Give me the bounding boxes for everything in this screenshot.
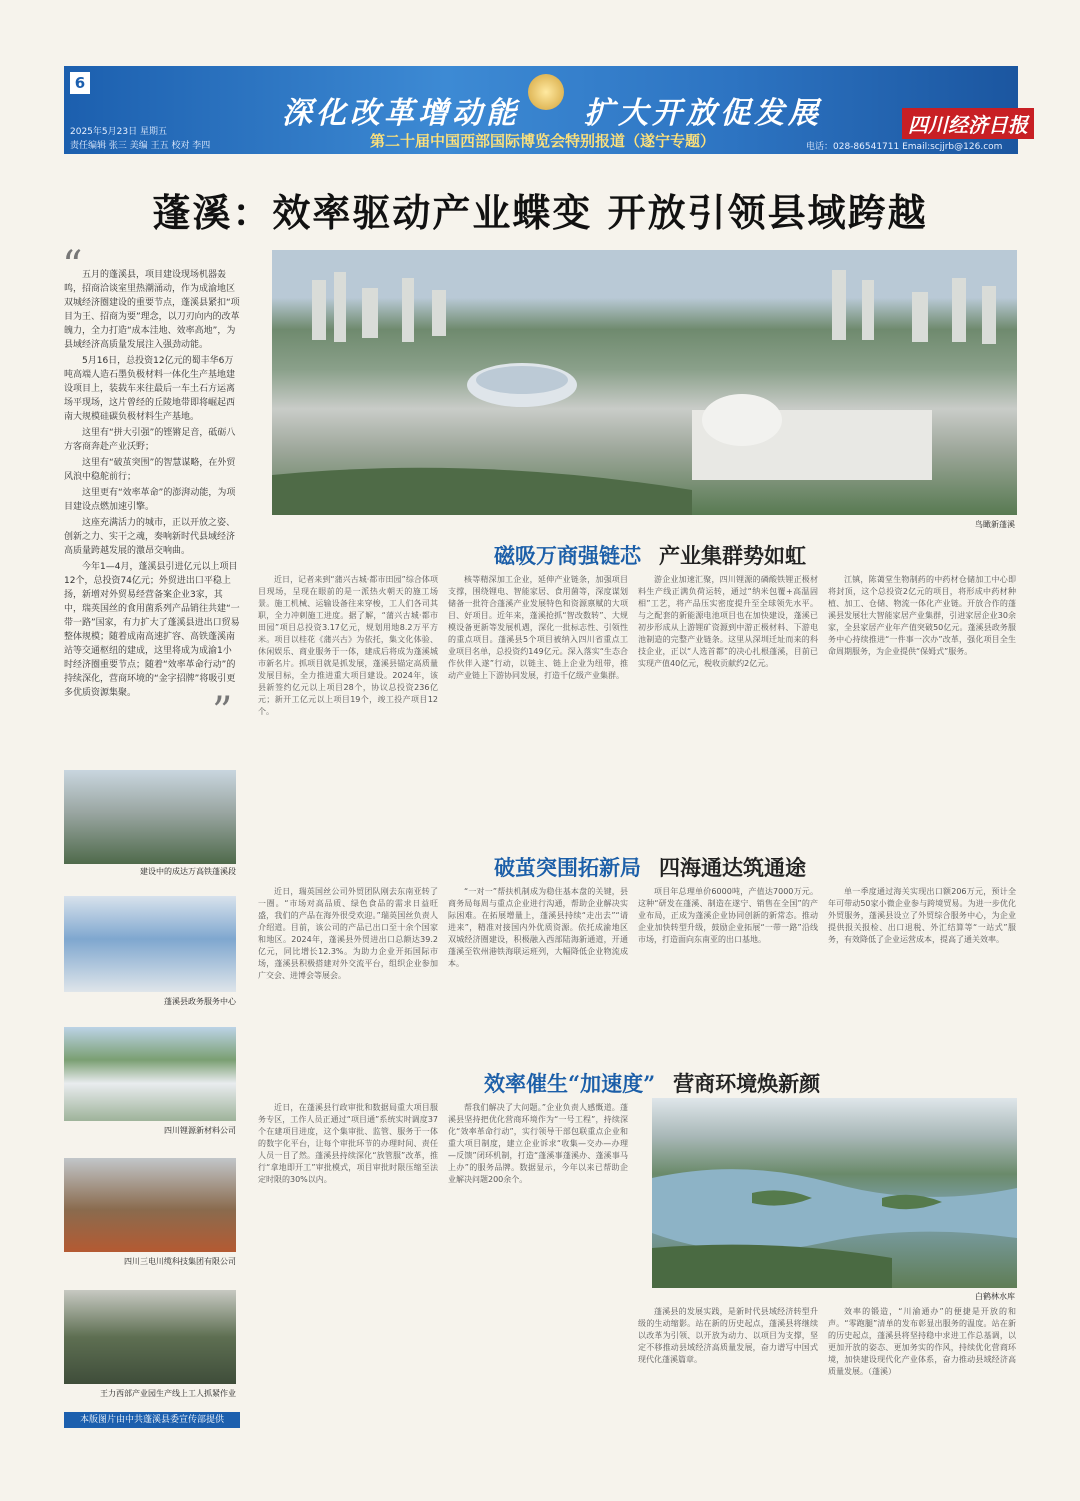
editor-credits: 责任编辑 张三 美编 王五 校对 李四 — [70, 141, 211, 151]
article-column — [258, 886, 438, 1052]
photo-caption: 建设中的成达万高铁蓬溪段 — [140, 867, 236, 876]
open-quote-icon: “ — [62, 243, 83, 289]
column-text: 效率的锻造，“川渝通办”的便捷是开放的和声。“零跑腿”清单的发布彰显出服务的温度。站在新的历史起点，蓬溪县将坚持稳中求进工作总基调，以更加开放的姿态、更加务实的作风，持续优化营商环境，加快建设现代化产业体系，奋力推动县域经济高质量发展。（蓬溪） — [828, 1307, 1016, 1376]
lake-photo-illustration — [652, 1098, 1017, 1288]
aerial-photo-illustration — [272, 250, 1017, 515]
page-number: 6 — [70, 72, 90, 94]
column-text: 帮我们解决了大问题。”企业负责人感慨道。蓬溪县坚持把优化营商环境作为“一号工程”，持续深化“效率革命行动”，实行领导干部包联重点企业和重大项目制度，建立企业诉求“收集—交办—办理—反馈”闭环机制，打造“蓬溪事蓬溪办、蓬溪事马上办”的服务品牌。数据显示，今年以来已帮助企业解决问题200余个。 — [448, 1103, 628, 1184]
newspaper-logo: 四川经济日报 — [902, 108, 1034, 139]
intro-text — [64, 268, 240, 702]
column-text: 近日，记者来到“蒲兴古城·都市田园”综合体项目现场，呈现在眼前的是一派热火朝天的施工场景。施工机械、运输设备往来穿梭，工人们各司其职，全力冲刺施工进度。据了解，“蒲兴古城·都市田园”项目总投资3.17亿元，规划用地8.2万平方米。项目以桂花《蒲兴古》为依托，集文化体验、休闲娱乐、商业服务于一体，建成后将成为蓬溪城市新名片。抓项目就是抓发展，蓬溪县锚定高质量发展目标，全力推进重大项目建设。2024年，该县新签约亿元以上项目28个，协议总投资236亿元；新开工亿元以上项目19个，竣工投产项目12个。 — [258, 575, 438, 716]
column-text: 蓬溪县的发展实践，是新时代县域经济转型升级的生动缩影。站在新的历史起点，蓬溪县将继续以改革为引领、以开放为动力、以项目为支撑，坚定不移推动县域经济高质量发展，奋力谱写中国式现代化蓬溪篇章。 — [638, 1307, 818, 1364]
slogan-left: 深化改革增动能 — [282, 96, 520, 131]
intro-paragraph: 今年1—4月，蓬溪县引进亿元以上项目12个，总投资74亿元；外贸进出口平稳上扬，新增对外贸易经营备案企业3家，其中，瑞英国丝的食用菌系列产品销往共建“一带一路”国家，有力扩大了蓬溪县进出口贸易整体规模；随着成南高速扩容、高铁蓬溪南站等交通枢纽的建成，这里将成为成渝1小时经济圈重要节点；随着“效率革命行动”的持续深化，营商环境的“金字招牌”将吸引更多优质资源集聚。 — [64, 562, 240, 698]
column-text: 核等精深加工企业，延伸产业链条，加强项目支撑，围绕锂电、智能家居、食用菌等，深度谋划储备一批符合蓬溪产业发展特色和资源禀赋的大项目、好项目。近年来，蓬溪抢抓“智改数转”、大规模设备更新等发展机遇，深化一批标志性、引领性的重点项目。蓬溪县5个项目被纳入四川省重点工业项目名单，总投资约149亿元。深入落实“生态合作伙伴入遂”行动，以链主、链上企业为纽带，推动产业链上下游协同发展，打造千亿级产业集群。 — [448, 575, 628, 680]
article-column — [258, 1102, 438, 1428]
article-column — [258, 574, 438, 846]
section-heading-black: 产业集群势如虹 — [659, 543, 806, 568]
intro-paragraph: 五月的蓬溪县，项目建设现场机器轰鸣，招商洽谈室里热潮涌动，作为成渝地区双城经济圈建设的重要节点，蓬溪县紧扣“项目为王、招商为要”理念，以刀刃向内的改革魄力，全力打造“成本洼地、效率高地”，为县域经济高质量发展注入强劲动能。 — [64, 270, 240, 350]
column-text: 近日，瑞英国丝公司外贸团队刚去东南亚转了一圈。“市场对高品质、绿色食品的需求日益旺盛，我们的产品在海外很受欢迎。”瑞英国丝负责人介绍道。目前，该公司的产品已出口至十余个国家和地区。2024年，蓬溪县外贸进出口总额达39.2亿元，同比增长12.3%。为助力企业开拓国际市场，蓬溪县积极搭建对外交流平台，组织企业参加广交会、进博会等展会。 — [258, 887, 438, 980]
section-heading-3 — [484, 1068, 820, 1098]
photo-production-line — [64, 1290, 236, 1384]
column-text: 近日，在蓬溪县行政审批和数据局重大项目服务专区，工作人员正通过“项目通”系统实时调度37个在建项目进度，这个集审批、监管、服务于一体的数字化平台，让每个审批环节的办理时间、责任人员一目了然。蓬溪县持续深化“放管服”改革，推行“拿地即开工”审批模式，项目审批时限压缩至法定时限的30%以内。 — [258, 1103, 438, 1184]
aerial-photo — [272, 250, 1017, 515]
section-heading-blue: 效率催生“加速度” — [484, 1071, 656, 1096]
photo-service-center — [64, 896, 236, 992]
photo-credit-footer: 本版图片由中共蓬溪县委宣传部提供 — [64, 1412, 240, 1428]
section-heading-blue: 破茧突围拓新局 — [494, 855, 641, 880]
article-column — [638, 1306, 818, 1428]
date-line: 2025年5月23日 星期五 — [70, 127, 167, 137]
lake-photo — [652, 1098, 1017, 1288]
article-column — [828, 886, 1016, 1052]
intro-paragraph: 这座充满活力的城市，正以开放之姿、创新之力、实干之魂，奏响新时代县域经济高质量跨越发展的激昂交响曲。 — [64, 518, 236, 556]
article-column — [448, 574, 628, 846]
photo-caption: 蓬溪县政务服务中心 — [164, 997, 236, 1006]
column-text: 游企业加速汇聚，四川锂源的磷酸铁锂正极材料生产线正满负荷运转，通过“纳米包覆+高温固相”工艺，将产品压实密度提升至全球领先水平。与之配套的新能源电池项目也在加快建设，蓬溪已初步形成从上游锂矿资源到中游正极材料、下游电池制造的完整产业链条。这里从深圳迁址而来的科技企业，正以“人选首都”的决心扎根蓬溪，目前已实现产值40亿元，税收贡献约2亿元。 — [638, 575, 818, 668]
article-column — [828, 574, 1016, 846]
intro-paragraph: 这里更有“效率革命”的澎湃动能，为项目建设点燃加速引擎。 — [64, 488, 236, 512]
close-quote-icon: ” — [212, 689, 233, 735]
expo-emblem-icon — [528, 74, 564, 110]
photo-caption: 四川三电川缆科技集团有限公司 — [124, 1257, 236, 1266]
column-text: 项目年总理单价6000吨，产值达7000万元。这种“研发在蓬溪、制造在遂宁、销售在全国”的产业布局，正成为蓬溪企业协同创新的新常态。推动企业加快转型升级，鼓励企业拓展“一带一路”沿线市场，打造面向东南亚的出口基地。 — [638, 887, 818, 944]
photo-caption: 白鹤林水库 — [975, 1292, 1015, 1301]
page-headline: 蓬溪：效率驱动产业蝶变 开放引领县域跨越 — [152, 190, 928, 235]
intro-paragraph: 5月16日，总投资12亿元的蜀丰华6万吨高端人造石墨负极材料一体化生产基地建设项目上，装载车来往最后一车土石方运离场平现场，这片曾经的丘陵地带即将崛起西南大规模硅碳负极材料生产基地。 — [64, 356, 236, 422]
article-column — [638, 574, 818, 846]
intro-paragraph: 这里有“拼大引强”的铿锵足音，砥砺八方客商奔赴产业沃野； — [64, 428, 236, 452]
article-column — [638, 886, 818, 1052]
photo-caption: 鸟瞰新蓬溪 — [975, 520, 1015, 529]
column-text: 单一季度通过海关实现出口额206万元，预计全年可带动50家小微企业参与跨境贸易。为进一步优化外贸服务，蓬溪县设立了外贸综合服务中心，为企业提供报关报检、出口退税、外汇结算等“一站式”服务，有效降低了企业运营成本，提高了通关效率。 — [828, 887, 1016, 944]
section-heading-2 — [494, 852, 806, 882]
article-column — [448, 886, 628, 1052]
column-text: 江镇，陈蔼堂生物制药的中药材仓储加工中心即将封顶，这个总投资2亿元的项目，将形成中药材种植、加工、仓储、物流一体化产业链。开放合作的蓬溪县发展壮大智能家居产业集群，引进家居企业30余家，全县家居产业年产值突破50亿元。蓬溪县政务服务中心持续推进“一件事一次办”改革，强化项目全生命周期服务，为企业提供“保姆式”服务。 — [828, 575, 1016, 656]
contact-line: 电话：028-86541711 Email:scjjrb@126.com — [806, 142, 1003, 152]
article-column — [448, 1102, 628, 1428]
photo-lithium-factory — [64, 1027, 236, 1121]
photo-railway — [64, 770, 236, 864]
photo-caption: 王力西部产业园生产线上工人抓紧作业 — [100, 1389, 236, 1398]
section-heading-blue: 磁吸万商强链芯 — [494, 543, 641, 568]
banner-subtitle: 第二十届中国西部国际博览会特别报道（遂宁专题） — [370, 132, 716, 150]
photo-caption: 四川锂源新材料公司 — [164, 1126, 236, 1135]
section-heading-black: 营商环境焕新颜 — [673, 1071, 821, 1096]
slogan-right: 扩大开放促发展 — [584, 96, 822, 131]
column-text: “一对一”帮扶机制成为稳住基本盘的关键，县商务局每周与重点企业进行沟通，帮助企业解决实际困难。在拓展增量上，蓬溪县持续“走出去”“请进来”，精准对接国内外优质资源。依托成渝地区双城经济圈建设，积极融入西部陆海新通道，开通蓬溪至钦州港铁海联运班列，大幅降低企业物流成本。 — [448, 887, 628, 968]
article-column — [828, 1306, 1016, 1428]
section-heading-1 — [494, 540, 806, 570]
section-heading-black: 四海通达筑通途 — [659, 855, 806, 880]
intro-paragraph: 这里有“破茧突围”的智慧谋略，在外贸风浪中稳舵前行； — [64, 458, 236, 482]
photo-cable-factory — [64, 1158, 236, 1252]
